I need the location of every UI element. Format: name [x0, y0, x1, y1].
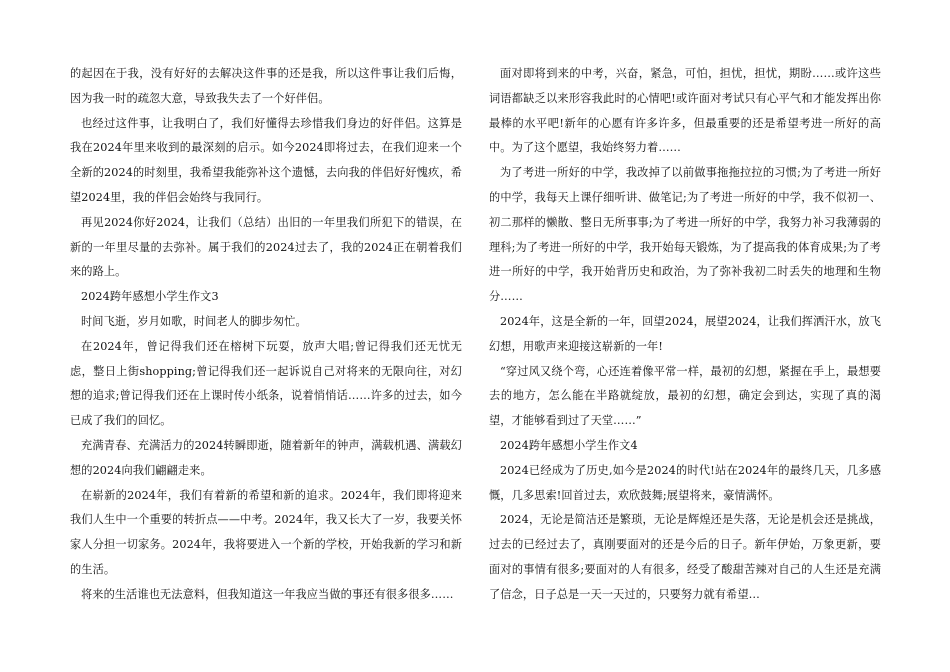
paragraph: 再见2024你好2024，让我们（总结）出旧的一年里我们所犯下的错误，在新的一年里尽量的去弥补。属于我们的2024过去了，我的2024正在朝着我们来的路上。	[70, 215, 462, 279]
paragraph: 的起因在于我，没有好好的去解决这件事的还是我，所以这件事让我们后悔，因为我一时的疏忽大意，导致我失去了一个好伴侣。	[70, 67, 462, 105]
paragraph: 2024已经成为了历史,如今是2024的时代!站在2024年的最终几天，几多感慨，几多思索!回首过去，欢欣鼓舞;展望将来，豪情满怀。	[489, 463, 881, 502]
paragraph: 2024年，这是全新的一年，回望2024，展望2024，让我们挥洒汗水，放飞幻想，用歌声来迎接这崭新的一年!	[489, 314, 881, 353]
essay-heading: 2024跨年感想小学生作文4	[500, 438, 638, 452]
paragraph: 为了考进一所好的中学，我改掉了以前做事拖拖拉拉的习惯;为了考进一所好的中学，我每天上课仔细听讲、做笔记;为了考进一所好的中学，我不似初一、初二那样的懒散、整日无所事事;为了考进一所好的中学，我努力补习我薄弱的理科;为了考进一所好的中学，我开始每天锻炼，为了提高我的体育成果;为了考进一所好的中学，我开始背历史和政治，为了弥补我初二时丢失的地理和生物分……	[489, 166, 881, 304]
essay-heading: 2024跨年感想小学生作文3	[81, 290, 219, 304]
paragraph: 充满青春、充满活力的2024转瞬即逝，随着新年的钟声，满载机遇、满载幻想的2024向我们翩翩走来。	[70, 438, 462, 477]
right-column	[489, 62, 881, 608]
paragraph: 2024，无论是简洁还是繁琐，无论是辉煌还是失落，无论是机会还是挑战，过去的已经过去了，真刚要面对的还是今后的日子。新年伊始，万象更新，要面对的事情有很多;要面对的人有很多，经受了酸甜苦辣对自己的人生还是充满了信念，日子总是一天一天过的，只要努力就有希望…	[489, 513, 881, 601]
paragraph: 也经过这件事，让我明白了，我们好懂得去珍惜我们身边的好伴侣。这算是我在2024年里来收到的最深刻的启示。如今2024即将过去，在我们迎来一个全新的2024的时刻里，我希望我能弥补这个遗憾，去向我的伴侣好好愧疚，希望2024里，我的伴侣会始终与我同行。	[70, 116, 462, 204]
paragraph: 面对即将到来的中考，兴奋，紧急，可怕，担忧，担忧，期盼……或许这些词语都缺乏以来形容我此时的心情吧!或许面对考试只有心平气和才能发挥出你最棒的水平吧!新年的心愿有许多许多，但最重要的还是希望考进一所好的高中。为了这个愿望，我始终努力着……	[489, 67, 881, 155]
paragraph: “穿过风又绕个弯，心还连着像平常一样，最初的幻想，紧握在手上，最想要去的地方，怎么能在半路就绽放，最初的幻想，确定会到达，实现了真的渴望，才能够看到过了天堂……”	[489, 364, 881, 428]
left-column	[70, 62, 462, 608]
paragraph: 在2024年，曾记得我们还在榕树下玩耍，放声大唱;曾记得我们还无忧无虑，整日上街shopping;曾记得我们还一起诉说自己对将来的无限向往，对幻想的追求;曾记得我们还在上课时传小纸条，说着悄悄话……许多的过去，如今已成了我们的回忆。	[70, 339, 462, 428]
paragraph: 在崭新的2024年，我们有着新的希望和新的追求。2024年，我们即将迎来我们人生中一个重要的转折点——中考。2024年，我又长大了一岁，我要关怀家人分担一切家务。2024年，我将要进入一个新的学校，开始我新的学习和新的生活。	[70, 488, 462, 576]
paragraph: 将来的生活谁也无法意料，但我知道这一年我应当做的事还有很多很多……	[81, 587, 454, 601]
paragraph: 时间飞逝，岁月如歌，时间老人的脚步匆忙。	[81, 314, 307, 328]
